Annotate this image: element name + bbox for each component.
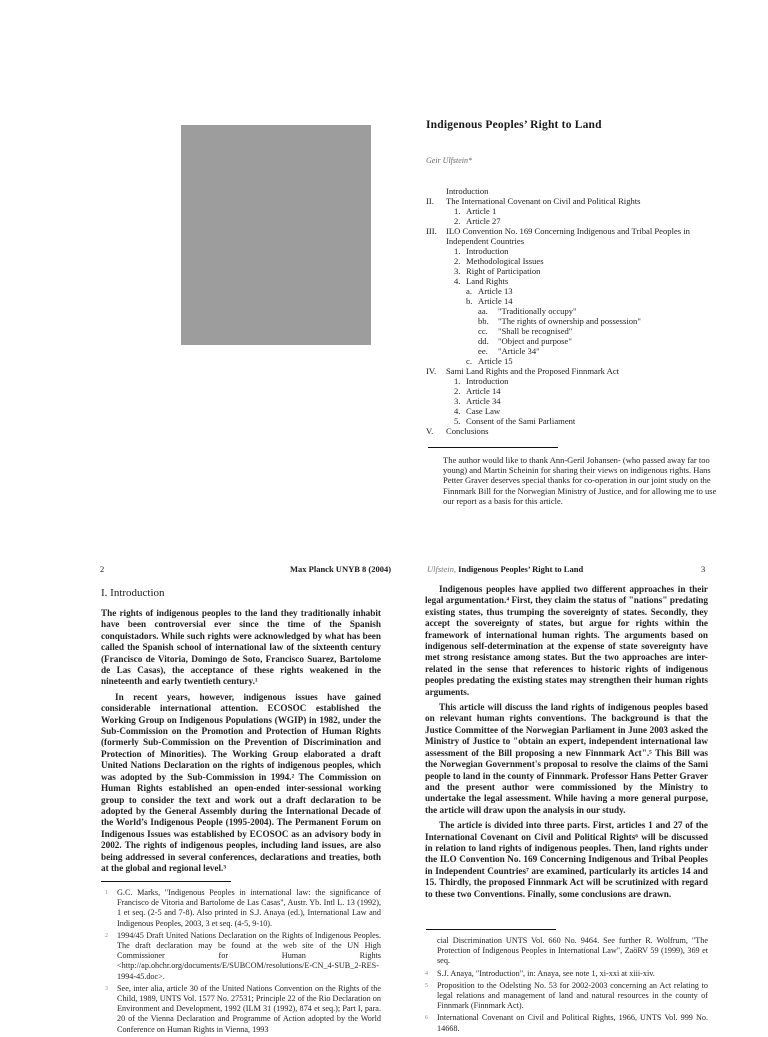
toc-item-label: Sami Land Rights and the Proposed Finnmark Act [446, 366, 620, 376]
toc-item-number: aa. [478, 306, 488, 316]
toc-item-label: Consent of the Sami Parliament [466, 416, 576, 426]
toc-item [426, 366, 766, 376]
toc-item-number [426, 186, 446, 196]
toc-item-number: 4. [454, 276, 461, 286]
paragraph: In recent years, however, indigenous issues have gained considerable international attention. ECOSOC established the Working Group on Indigenous Populations (WGIP) in 1982, under the Sub-Commission on the Promotion and Protection of Human Rights (formerly Sub-Commission on the Prevention of Discrimination and Protection of Minorities). The Working Group elaborated a draft United Nations Declaration on the rights of indigenous peoples, which was adopted by the Sub-Commission in 1994.² The Commission on Human Rights established an open-ended inter-sessional working group to consider the text and work out a draft declaration to be adopted by the General Assembly during the International Decade of the World’s Indigenous People (1995-2004). The Permanent Forum on Indigenous Issues was established by ECOSOC as an advisory body in 2002. The rights of indigenous peoples, including land issues, are also being addressed in several conferences, declarations and treaties, both at the global and regional level.³ [101, 691, 381, 873]
footnote [425, 969, 708, 979]
toc-item-number: c. [466, 356, 472, 366]
toc-item-label: "Shall be recognised" [498, 326, 573, 336]
running-head-author: Ulfstein, [427, 564, 457, 574]
toc-item-number: 2. [454, 386, 461, 396]
toc-item-label: Land Rights [466, 276, 509, 286]
toc-item [446, 376, 766, 386]
toc-item [446, 286, 766, 296]
toc-item-number: b. [466, 296, 473, 306]
toc-item [446, 416, 766, 426]
cover-image-placeholder [181, 125, 371, 345]
toc-item-label: Article 14 [466, 386, 501, 396]
paragraph: The article is divided into three parts. First, articles 1 and 27 of the International Covenant on Civil and Political Rights⁶ will be discussed in relation to land rights of indigenous peoples. Then, land rights under the ILO Convention No. 169 Concerning Indigenous and Tribal Peoples in Independent Countries⁷ are examined, particularly its articles 14 and 15. Thirdly, the proposed Finnmark Act will be scrutinized with regard to these two Conventions. Finally, some conclusions are drawn. [425, 820, 708, 899]
footnote [105, 888, 381, 929]
toc-item-number: III. [426, 226, 437, 236]
toc-item [446, 186, 766, 196]
toc-item-number: 4. [454, 406, 461, 416]
footnote-divider [428, 447, 558, 448]
toc-item-number: ee. [478, 346, 488, 356]
right-page-number: 3 [701, 564, 706, 574]
toc-item-label: Right of Participation [466, 266, 541, 276]
footnote [105, 984, 381, 1035]
toc-item [446, 256, 766, 266]
toc-item-number: dd. [478, 336, 489, 346]
footnote-number: 2 [105, 932, 108, 939]
toc-item-label: Introduction [466, 376, 509, 386]
toc-item-label: "The rights of ownership and possession" [498, 316, 641, 326]
toc-item-label: Introduction [466, 246, 509, 256]
toc-item-number: II. [426, 196, 434, 206]
toc-item-number: 3. [454, 396, 461, 406]
toc-item-number: bb. [478, 316, 489, 326]
toc-item-number: IV. [426, 366, 437, 376]
footnote-number: 3 [105, 985, 108, 992]
toc-item [446, 206, 766, 216]
footnote-text: 1994/45 Draft United Nations Declaration on the Rights of Indigenous Peoples. The draft declaration may be found at the web site of the UN High Commissioner for Human Rights <http://ap.ohchr.org/documents/E/SUBCOM/resolutions/E-CN_4-SUB_2-RES-1994-45.doc>. [117, 930, 381, 981]
toc-item-label: Article 15 [478, 356, 513, 366]
toc-item-number: a. [466, 286, 472, 296]
toc-item [426, 226, 766, 236]
toc-item [426, 196, 766, 206]
footnote-number: 6 [425, 1015, 428, 1022]
toc-item [446, 316, 766, 326]
toc-item [446, 306, 766, 316]
left-footnotes [105, 888, 381, 1037]
toc-item-number: 1. [454, 246, 461, 256]
right-footnotes [425, 936, 708, 1036]
article-title: Indigenous Peoples’ Right to Land [426, 119, 602, 131]
paragraph: The rights of indigenous peoples to the land they traditionally inhabit have been controversial ever since the time of the Spanish conquistadors. While such rights were acknowledged by what has been called the Spanish school of international law of the sixteenth century (Francisco de Vitoria, Domingo de Soto, Francisco Suarez, Bartolome de Las Casas), the acceptance of these rights weakened in the nineteenth and early twentieth century.¹ [101, 608, 381, 687]
footnote-text: G.C. Marks, "Indigenous Peoples in international law: the significance of Francisco de Vitoria and Bartolome de Las Casas", Austr. Yb. Intl L. 13 (1992), 1 et seq. (2-5 and 7-8). Also printed in S.J. Anaya (ed.), International Law and Indigenous Peoples, 2003, 3 et seq. (4-5, 9-10). [117, 888, 381, 928]
toc-item-number: 1. [454, 376, 461, 386]
toc-item-number: 2. [454, 256, 461, 266]
footnote-text: See, inter alia, article 30 of the United Nations Convention on the Rights of the Child, 1989, UNTS Vol. 1577 No. 27531; Principle 22 of the Rio Declaration on Environment and Development, 1992 (ILM 31 (1992), 874 et seq.); Part I, para. 20 of the Vienna Declaration and Programme of Action adopted by the World Conference on Human Rights in Vienna, 1993 [117, 983, 381, 1034]
section-heading: I. Introduction [101, 587, 165, 599]
toc-item [446, 396, 766, 406]
author-name: Geir Ulfstein* [426, 156, 472, 165]
toc-item-label: The International Covenant on Civil and Political Rights [446, 196, 641, 206]
toc-item-number [426, 236, 446, 246]
toc-item-label: Introduction [446, 186, 489, 196]
toc-item-label: Article 13 [478, 286, 513, 296]
toc-item-number: V. [426, 426, 434, 436]
toc-item-number: 1. [454, 206, 461, 216]
footnote-text: International Covenant on Civil and Political Rights, 1966, UNTS Vol. 999 No. 14668. [437, 1013, 708, 1033]
toc-item-label: Article 1 [466, 206, 497, 216]
left-body-text [101, 608, 381, 878]
toc-item-label: Case Law [466, 406, 501, 416]
footnote-text: cial Discrimination UNTS Vol. 660 No. 9464. See further R. Wolfrum, "The Protection of Indigenous Peoples in International Law", ZaöRV 59 (1999), 369 et seq. [437, 936, 708, 966]
footnote [425, 981, 708, 1012]
toc-item-label: Independent Countries [446, 236, 525, 246]
toc-item-number: 2. [454, 216, 461, 226]
footnote-number: 5 [425, 982, 428, 989]
toc-item-label: ILO Convention No. 169 Concerning Indigenous and Tribal Peoples in [446, 226, 690, 236]
toc-item [446, 216, 766, 226]
toc-item [446, 336, 766, 346]
table-of-contents [426, 186, 766, 436]
footnote-divider [101, 881, 231, 882]
toc-item-label: "Object and purpose" [498, 336, 572, 346]
left-page-number: 2 [100, 564, 105, 574]
toc-item-label: Article 27 [466, 216, 501, 226]
paragraph: This article will discuss the land rights of indigenous peoples based on relevant human rights conventions. The background is that the Justice Committee of the Norwegian Parliament in June 2003 asked the Ministry of Justice to "obtain an expert, independent international law assessment of the Bill proposing a new Finnmark Act".⁵ This Bill was the Norwegian Government's proposal to resolve the claims of the Sami people to land in the county of Finnmark. Professor Hans Petter Graver and the present author were commissioned by the Ministry to undertake the legal assessment. While having a more general purpose, the article will draw upon the analysis in our study. [425, 702, 708, 815]
footnote-number: 1 [105, 890, 108, 896]
toc-item [446, 386, 766, 396]
toc-item-label: Conclusions [446, 426, 489, 436]
right-running-head [427, 564, 583, 574]
toc-item-label: Methodological Issues [466, 256, 544, 266]
footnote-divider [426, 929, 556, 930]
right-body-text [425, 584, 708, 904]
toc-item [446, 236, 766, 246]
acknowledgement-footnote: The author would like to thank Ann-Geril Johansen- (who passed away far too young) and Martin Scheinin for sharing their views on indigenous rights. Hans Petter Graver deserves special thanks for co-operation in our joint study on the Finnmark Bill for the Norwegian Ministry of Justice, and for allowing me to use our report as a basis for this article. [443, 455, 717, 506]
toc-item-label: Article 34 [466, 396, 501, 406]
toc-item-label: Article 14 [478, 296, 513, 306]
paragraph: Indigenous peoples have applied two different approaches in their legal argumentation.⁴ First, they claim the status of "nations" predating existing states, thus trumping the sovereignty of states. Secondly, they accept the sovereignty of states, but argue for rights within the framework of international human rights. The arguments based on indigenous self-determination at the expense of state sovereignty have met strong resistance among states. But the two approaches are inter-related in the sense that references to historic rights of indigenous peoples predating the existing states may strengthen their human rights arguments. [425, 584, 708, 697]
running-head-title: Indigenous Peoples’ Right to Land [458, 564, 584, 574]
footnote [425, 936, 708, 967]
toc-item-number: cc. [478, 326, 488, 336]
left-running-head: Max Planck UNYB 8 (2004) [290, 564, 392, 574]
toc-item [426, 426, 766, 436]
footnote-number: 4 [425, 970, 428, 977]
toc-item [446, 356, 766, 366]
footnote-text: Proposition to the Odelsting No. 53 for 2002-2003 concerning an Act relating to legal relations and management of land and natural resources in the county of Finnmark (Finnmark Act). [437, 980, 708, 1011]
toc-item [446, 346, 766, 356]
toc-item [446, 326, 766, 336]
toc-item [446, 276, 766, 286]
toc-item [446, 246, 766, 256]
toc-item-number: 3. [454, 266, 461, 276]
toc-item-label: "Traditionally occupy" [498, 306, 577, 316]
footnote [105, 931, 381, 982]
toc-item [446, 266, 766, 276]
footnote-text: S.J. Anaya, "Introduction", in: Anaya, see note 1, xi-xxi at xiii-xiv. [437, 968, 655, 978]
toc-item-label: "Article 34" [498, 346, 540, 356]
toc-item-number: 5. [454, 416, 461, 426]
footnote-number [425, 936, 437, 967]
toc-item [446, 296, 766, 306]
toc-item [446, 406, 766, 416]
